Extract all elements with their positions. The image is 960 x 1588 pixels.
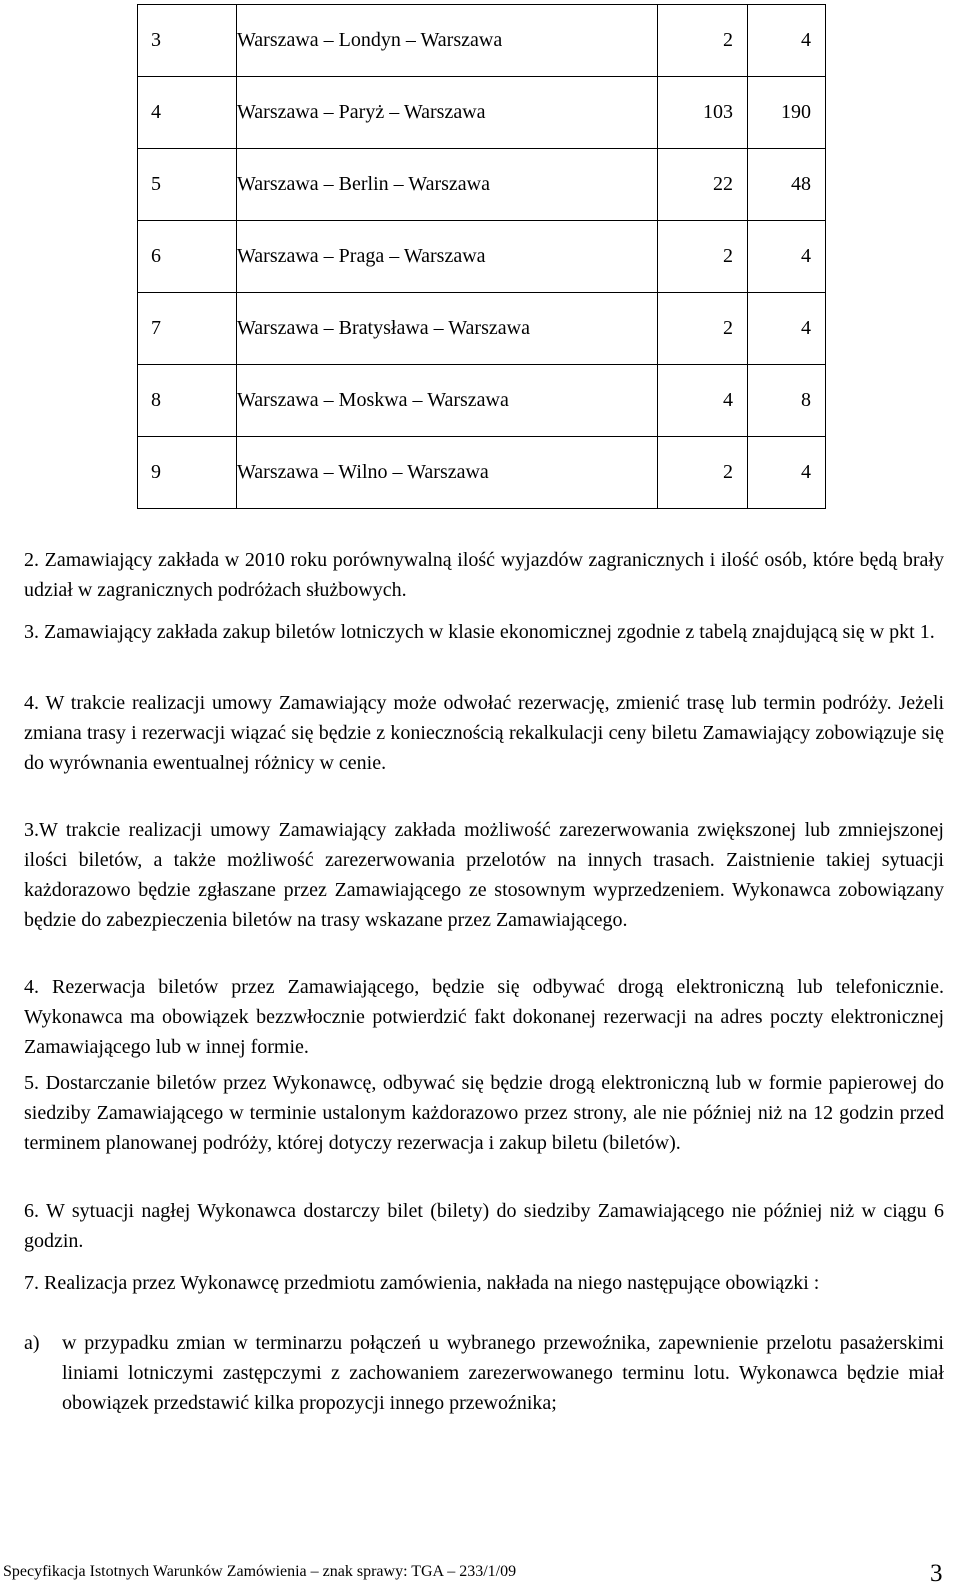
list-marker: a) xyxy=(24,1332,40,1354)
route-cell: Warszawa – Moskwa – Warszawa xyxy=(237,365,658,437)
paragraph-4b xyxy=(24,972,944,1062)
paragraph-text: 4. W trakcie realizacji umowy Zamawiający może odwołać rezerwację, zmienić trasę lub termin podróży. Jeżeli zmiana trasy i rezerwacji wiązać się będzie z koniecznością rekalkulacji ceny biletu Zamawiający zobowiązuje się do wyrównania ewentualnej różnicy w cenie. xyxy=(24,692,944,774)
table-row xyxy=(138,5,826,77)
value-cell-b: 4 xyxy=(748,5,826,77)
paragraph-2 xyxy=(24,545,944,605)
value-cell-a: 103 xyxy=(658,77,748,149)
value-cell-b: 8 xyxy=(748,365,826,437)
paragraph-6 xyxy=(24,1196,944,1256)
paragraph-4 xyxy=(24,688,944,778)
paragraph-text: 6. W sytuacji nagłej Wykonawca dostarczy bilet (bilety) do siedziby Zamawiającego nie później niż w ciągu 6 godzin. xyxy=(24,1200,944,1252)
value-cell-b: 4 xyxy=(748,293,826,365)
table-row xyxy=(138,221,826,293)
route-cell: Warszawa – Praga – Warszawa xyxy=(237,221,658,293)
route-cell: Warszawa – Londyn – Warszawa xyxy=(237,5,658,77)
value-cell-b: 48 xyxy=(748,149,826,221)
row-number: 8 xyxy=(138,365,237,437)
table-row xyxy=(138,77,826,149)
route-cell: Warszawa – Berlin – Warszawa xyxy=(237,149,658,221)
table-row xyxy=(138,149,826,221)
footer-text: Specyfikacja Istotnych Warunków Zamówienia – znak sprawy: TGA – 233/1/09 xyxy=(3,1563,517,1580)
paragraph-3 xyxy=(24,617,944,647)
row-number: 4 xyxy=(138,77,237,149)
paragraph-3b xyxy=(24,815,944,935)
paragraph-text: 4. Rezerwacja biletów przez Zamawiającego, będzie się odbywać drogą elektroniczną lub telefonicznie. Wykonawca ma obowiązek bezzwłocznie potwierdzić fakt dokonanej rezerwacji na adres poczty elektronicznej Zamawiającego lub w innej formie. xyxy=(24,976,944,1058)
paragraph-text: 5. Dostarczanie biletów przez Wykonawcę, odbywać się będzie drogą elektroniczną lub w formie papierowej do siedziby Zamawiającego w terminie ustalonym każdorazowo przez strony, ale nie później niż na 12 godzin przed terminem planowanej podróży, której dotyczy rezerwacja i zakup biletu (biletów). xyxy=(24,1072,944,1154)
value-cell-a: 4 xyxy=(658,365,748,437)
value-cell-a: 2 xyxy=(658,221,748,293)
value-cell-a: 2 xyxy=(658,5,748,77)
table-row xyxy=(138,437,826,509)
row-number: 9 xyxy=(138,437,237,509)
paragraph-7 xyxy=(24,1268,944,1298)
value-cell-a: 2 xyxy=(658,293,748,365)
paragraph-text: 2. Zamawiający zakłada w 2010 roku porównywalną ilość wyjazdów zagranicznych i ilość osób, które będą brały udział w zagranicznych podróżach służbowych. xyxy=(24,549,944,601)
table-row xyxy=(138,365,826,437)
value-cell-a: 22 xyxy=(658,149,748,221)
paragraph-text: 3.W trakcie realizacji umowy Zamawiający zakłada możliwość zarezerwowania zwiększonej lub zmniejszonej ilości biletów, a także możliwość zarezerwowania przelotów na innych trasach. Zaistnienie takiej sytuacji każdorazowo będzie zgłaszane przez Zamawiającego ze stosownym wyprzedzeniem. Wykonawca zobowiązany będzie do zabezpieczenia biletów na trasy wskazane przez Zamawiającego. xyxy=(24,819,944,931)
row-number: 5 xyxy=(138,149,237,221)
route-cell: Warszawa – Bratysława – Warszawa xyxy=(237,293,658,365)
value-cell-b: 4 xyxy=(748,221,826,293)
paragraph-5 xyxy=(24,1068,944,1158)
route-cell: Warszawa – Paryż – Warszawa xyxy=(237,77,658,149)
list-item-text: w przypadku zmian w terminarzu połączeń u wybranego przewoźnika, zapewnienie przelotu pasażerskimi liniami lotniczymi zastępczymi z zachowaniem zarezerwowanego terminu lotu. Wykonawca będzie miał obowiązek przedstawić kilka propozycji innego przewoźnika; xyxy=(62,1332,944,1414)
row-number: 7 xyxy=(138,293,237,365)
list-item-a xyxy=(24,1328,944,1418)
route-cell: Warszawa – Wilno – Warszawa xyxy=(237,437,658,509)
value-cell-b: 190 xyxy=(748,77,826,149)
row-number: 3 xyxy=(138,5,237,77)
value-cell-b: 4 xyxy=(748,437,826,509)
row-number: 6 xyxy=(138,221,237,293)
paragraph-text: 3. Zamawiający zakłada zakup biletów lotniczych w klasie ekonomicznej zgodnie z tabelą znajdującą się w pkt 1. xyxy=(24,621,935,643)
table-row xyxy=(138,293,826,365)
page-number: 3 xyxy=(930,1560,943,1587)
route-table xyxy=(137,4,826,509)
value-cell-a: 2 xyxy=(658,437,748,509)
paragraph-text: 7. Realizacja przez Wykonawcę przedmiotu zamówienia, nakłada na niego następujące obowiązki : xyxy=(24,1272,820,1294)
